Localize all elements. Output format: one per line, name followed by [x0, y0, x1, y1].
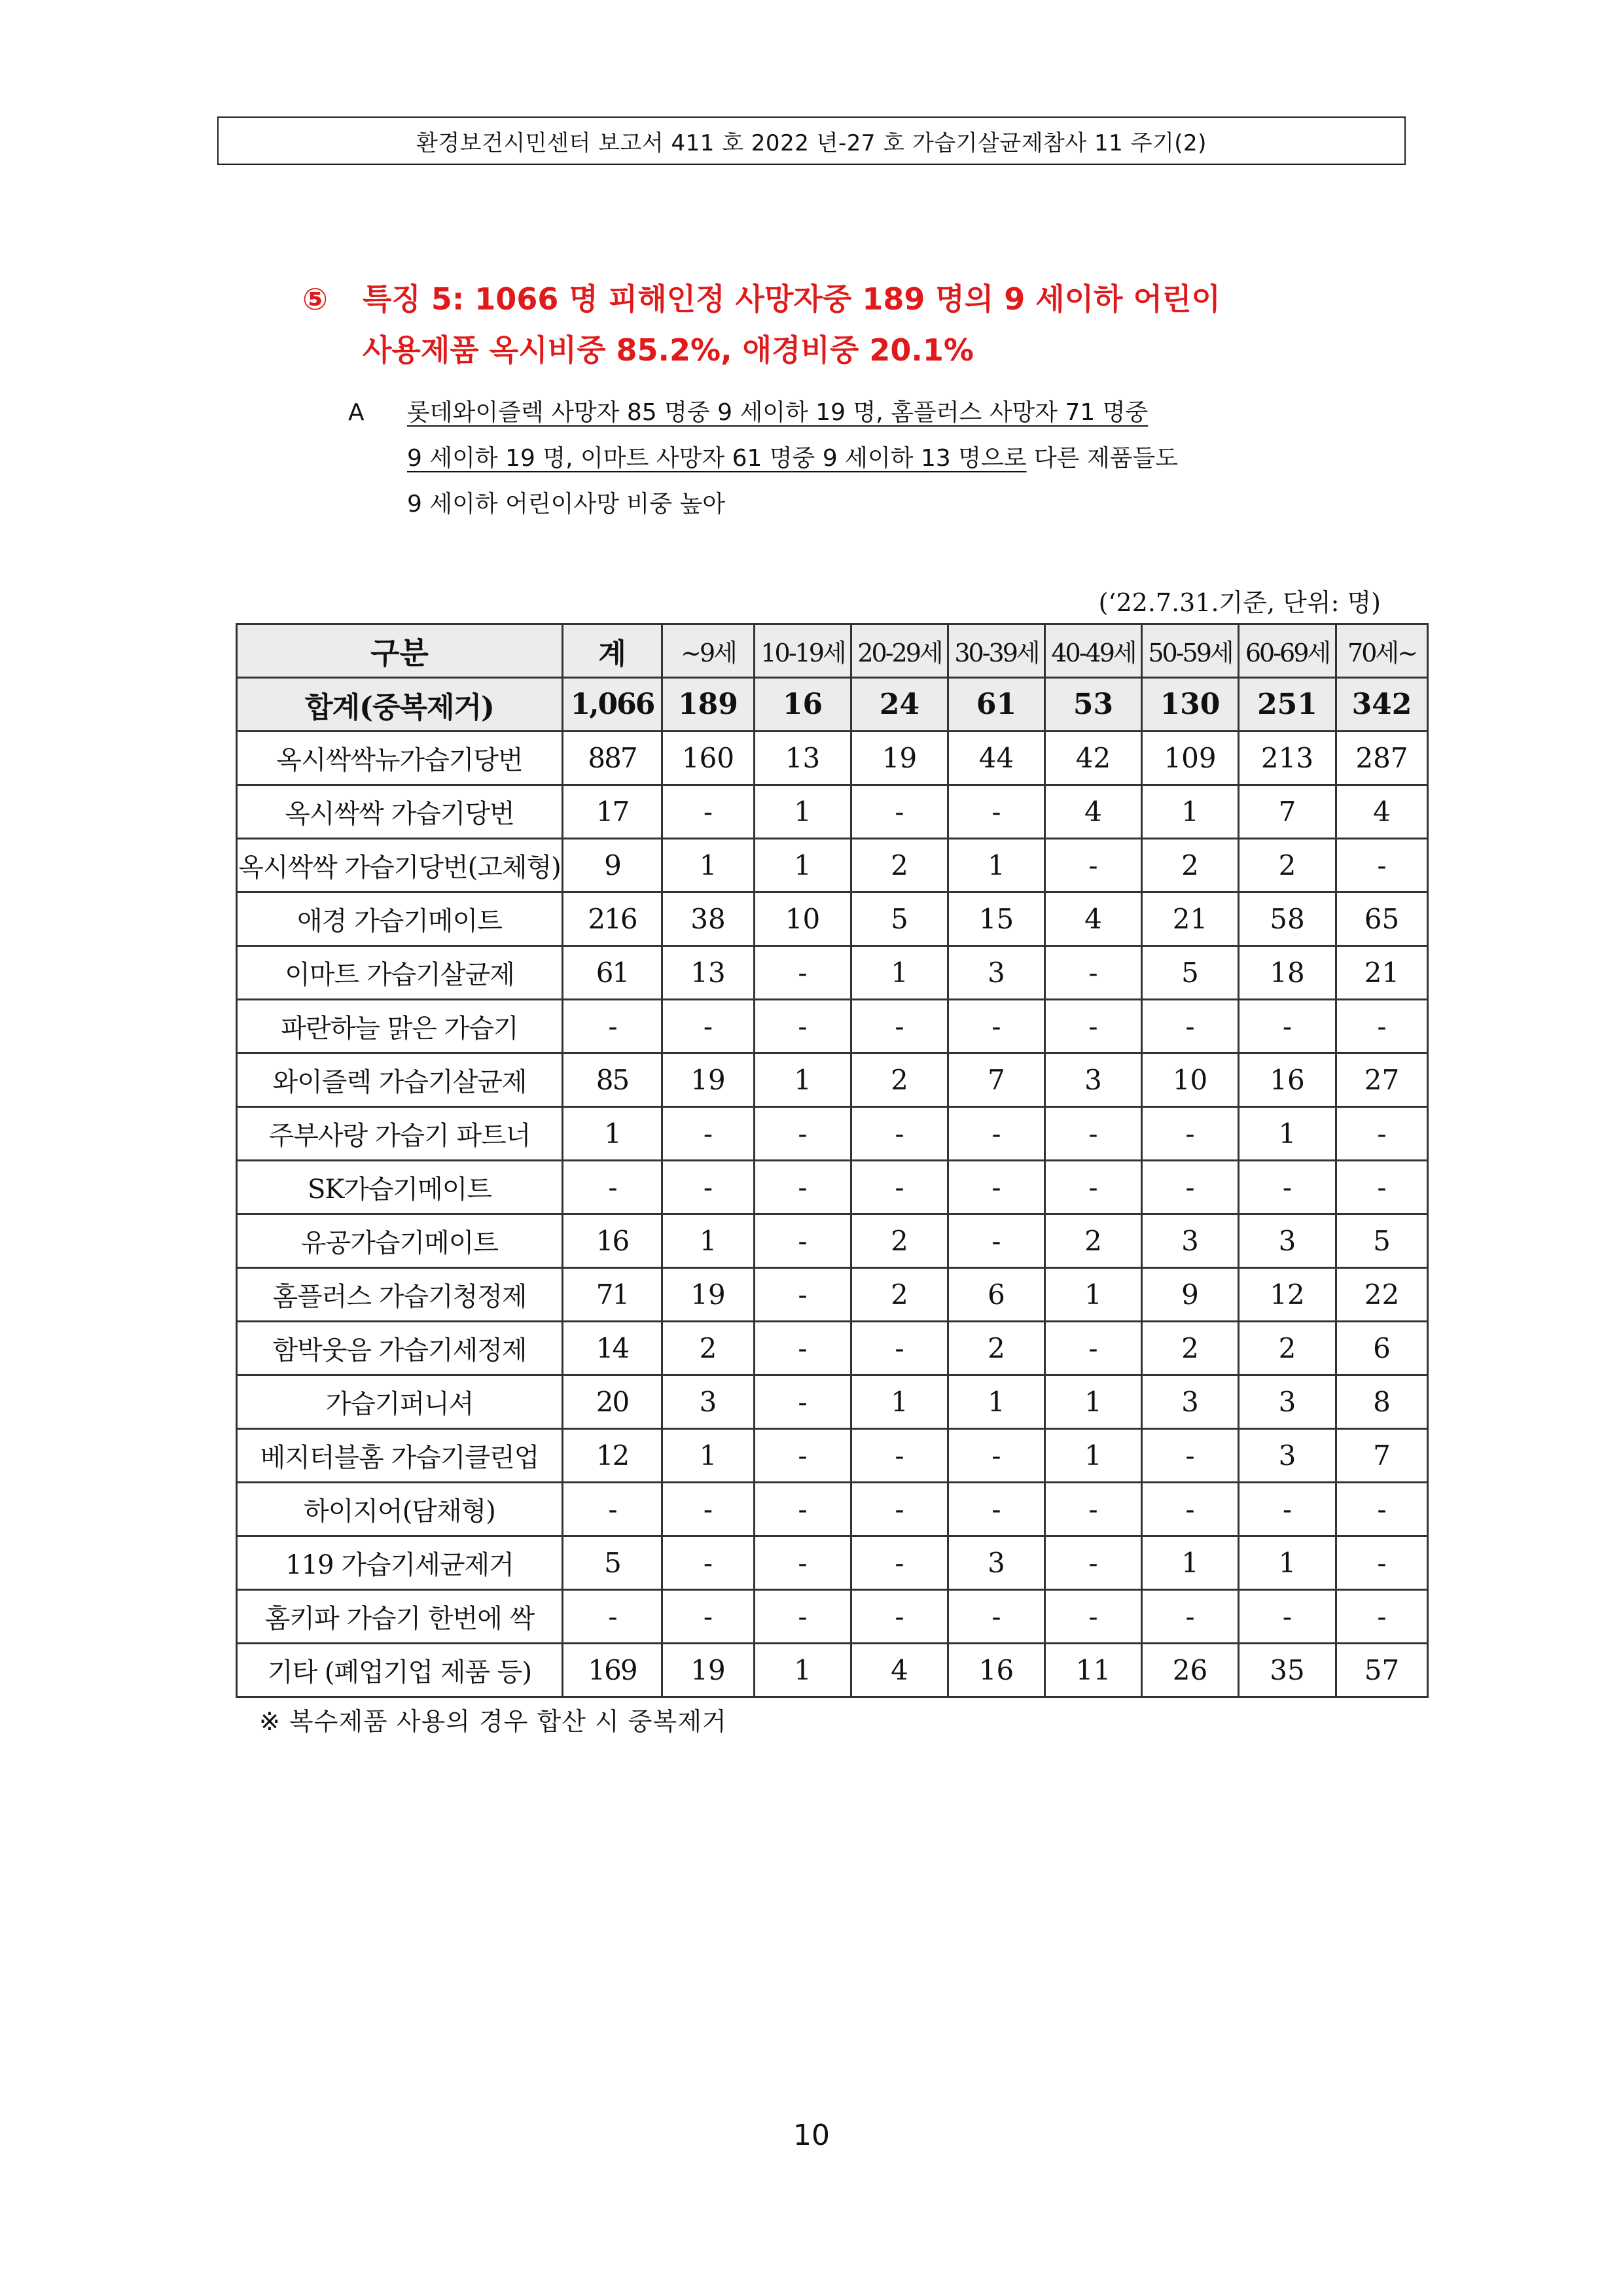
- count-cell: 71: [563, 1268, 662, 1322]
- count-cell: -: [1239, 1483, 1336, 1536]
- count-cell: -: [1142, 1429, 1239, 1483]
- paragraph-text: [407, 390, 1369, 527]
- count-cell: -: [755, 1107, 851, 1161]
- count-cell: -: [755, 1590, 851, 1644]
- count-cell: 8: [1336, 1375, 1428, 1429]
- count-cell: -: [1336, 1590, 1428, 1644]
- count-cell: 2: [1142, 1322, 1239, 1375]
- count-cell: -: [1142, 1590, 1239, 1644]
- table-footnote: ※ 복수제품 사용의 경우 합산 시 중복제거: [259, 1707, 727, 1736]
- count-cell: -: [662, 1536, 755, 1590]
- count-cell: 5: [851, 892, 948, 946]
- product-name-cell: 기타 (폐업기업 제품 등): [237, 1644, 563, 1697]
- count-cell: -: [1142, 1483, 1239, 1536]
- column-header: 30-39세: [948, 624, 1045, 678]
- paragraph-line-3: 9 세이하 어린이사망 비중 높아: [407, 491, 725, 518]
- product-name-cell: 합계(중복제거): [237, 678, 563, 732]
- count-cell: -: [1045, 946, 1142, 1000]
- count-cell: -: [1336, 1000, 1428, 1053]
- count-cell: -: [563, 1000, 662, 1053]
- count-cell: 20: [563, 1375, 662, 1429]
- count-cell: 3: [1045, 1053, 1142, 1107]
- count-cell: 130: [1142, 678, 1239, 732]
- report-header-title: 환경보건시민센터 보고서 411 호 2022 년-27 호 가습기살균제참사 11 주기(2): [416, 130, 1207, 156]
- count-cell: -: [755, 1483, 851, 1536]
- table-row: [237, 1107, 1428, 1161]
- product-name-cell: 이마트 가습기살균제: [237, 946, 563, 1000]
- count-cell: -: [948, 1107, 1045, 1161]
- count-cell: -: [1045, 1161, 1142, 1214]
- count-cell: -: [851, 785, 948, 839]
- count-cell: 21: [1142, 892, 1239, 946]
- product-name-cell: 홈키파 가습기 한번에 싹: [237, 1590, 563, 1644]
- count-cell: 16: [563, 1214, 662, 1268]
- count-cell: 887: [563, 732, 662, 785]
- count-cell: -: [755, 946, 851, 1000]
- paragraph-line2-rest: 다른 제품들도: [1026, 445, 1179, 472]
- table-row: [237, 1000, 1428, 1053]
- count-cell: 1: [948, 839, 1045, 892]
- product-name-cell: 함박웃음 가습기세정제: [237, 1322, 563, 1375]
- table-row: [237, 1322, 1428, 1375]
- count-cell: 61: [948, 678, 1045, 732]
- table-row: [237, 1429, 1428, 1483]
- count-cell: 1: [755, 1053, 851, 1107]
- count-cell: -: [851, 1322, 948, 1375]
- count-cell: 22: [1336, 1268, 1428, 1322]
- table-row: [237, 1536, 1428, 1590]
- count-cell: -: [851, 1000, 948, 1053]
- count-cell: 1,066: [563, 678, 662, 732]
- count-cell: 44: [948, 732, 1045, 785]
- count-cell: -: [1336, 1483, 1428, 1536]
- count-cell: 10: [755, 892, 851, 946]
- count-cell: 1: [1045, 1268, 1142, 1322]
- count-cell: 3: [1239, 1375, 1336, 1429]
- count-cell: 5: [1336, 1214, 1428, 1268]
- count-cell: 1: [755, 839, 851, 892]
- count-cell: 19: [662, 1268, 755, 1322]
- heading-line-2: 사용제품 옥시비중 85.2%, 애경비중 20.1%: [363, 332, 974, 368]
- section-heading: [302, 274, 1415, 376]
- column-header: 20-29세: [851, 624, 948, 678]
- count-cell: 19: [662, 1644, 755, 1697]
- page-number: 10: [793, 2119, 830, 2152]
- column-header: 10-19세: [755, 624, 851, 678]
- count-cell: 6: [948, 1268, 1045, 1322]
- table-row: [237, 785, 1428, 839]
- count-cell: -: [1045, 1590, 1142, 1644]
- count-cell: -: [1336, 839, 1428, 892]
- count-cell: -: [1142, 1107, 1239, 1161]
- count-cell: 2: [1142, 839, 1239, 892]
- count-cell: 1: [755, 1644, 851, 1697]
- count-cell: 14: [563, 1322, 662, 1375]
- count-cell: 12: [563, 1429, 662, 1483]
- count-cell: -: [755, 1214, 851, 1268]
- product-name-cell: 홈플러스 가습기청정제: [237, 1268, 563, 1322]
- count-cell: 189: [662, 678, 755, 732]
- count-cell: -: [662, 1000, 755, 1053]
- count-cell: 15: [948, 892, 1045, 946]
- count-cell: -: [662, 1161, 755, 1214]
- count-cell: 1: [755, 785, 851, 839]
- table-row: [237, 1214, 1428, 1268]
- count-cell: -: [851, 1483, 948, 1536]
- count-cell: -: [851, 1429, 948, 1483]
- count-cell: 26: [1142, 1644, 1239, 1697]
- count-cell: 3: [1142, 1375, 1239, 1429]
- count-cell: 160: [662, 732, 755, 785]
- heading-line-1: 특징 5: 1066 명 피해인정 사망자중 189 명의 9 세이하 어린이: [363, 281, 1221, 317]
- count-cell: -: [1045, 1000, 1142, 1053]
- count-cell: 213: [1239, 732, 1336, 785]
- count-cell: -: [948, 785, 1045, 839]
- count-cell: 3: [948, 946, 1045, 1000]
- column-header: 구분: [237, 624, 563, 678]
- count-cell: 5: [563, 1536, 662, 1590]
- count-cell: 1: [851, 1375, 948, 1429]
- count-cell: -: [755, 1536, 851, 1590]
- count-cell: 1: [1142, 1536, 1239, 1590]
- count-cell: 1: [662, 1214, 755, 1268]
- count-cell: 2: [851, 1053, 948, 1107]
- count-cell: 1: [1045, 1429, 1142, 1483]
- column-header: 70세~: [1336, 624, 1428, 678]
- count-cell: 7: [1239, 785, 1336, 839]
- product-name-cell: 베지터블홈 가습기클린업: [237, 1429, 563, 1483]
- table-row: [237, 1483, 1428, 1536]
- count-cell: 342: [1336, 678, 1428, 732]
- column-header: 50-59세: [1142, 624, 1239, 678]
- product-name-cell: 하이지어(담채형): [237, 1483, 563, 1536]
- count-cell: 57: [1336, 1644, 1428, 1697]
- count-cell: 9: [1142, 1268, 1239, 1322]
- table-row: [237, 1268, 1428, 1322]
- count-cell: -: [948, 1429, 1045, 1483]
- count-cell: 1: [1239, 1536, 1336, 1590]
- column-header: 계: [563, 624, 662, 678]
- table-basis-note: (‘22.7.31.기준, 단위: 명): [1098, 588, 1381, 617]
- count-cell: 24: [851, 678, 948, 732]
- count-cell: -: [755, 1375, 851, 1429]
- count-cell: -: [1336, 1161, 1428, 1214]
- count-cell: 6: [1336, 1322, 1428, 1375]
- count-cell: -: [948, 1214, 1045, 1268]
- table-row: [237, 1053, 1428, 1107]
- count-cell: 2: [948, 1322, 1045, 1375]
- count-cell: 1: [662, 1429, 755, 1483]
- count-cell: 12: [1239, 1268, 1336, 1322]
- count-cell: -: [1142, 1000, 1239, 1053]
- count-cell: 42: [1045, 732, 1142, 785]
- table-row: [237, 1375, 1428, 1429]
- count-cell: 11: [1045, 1644, 1142, 1697]
- count-cell: 2: [1239, 1322, 1336, 1375]
- table-row: [237, 1161, 1428, 1214]
- count-cell: -: [563, 1590, 662, 1644]
- table-total-row: [237, 678, 1428, 732]
- count-cell: 4: [1045, 892, 1142, 946]
- count-cell: 4: [1045, 785, 1142, 839]
- table-row: [237, 946, 1428, 1000]
- count-cell: -: [851, 1107, 948, 1161]
- heading-number: ⑤: [302, 281, 328, 317]
- count-cell: 18: [1239, 946, 1336, 1000]
- table-row: [237, 839, 1428, 892]
- count-cell: -: [1045, 1483, 1142, 1536]
- count-cell: 1: [851, 946, 948, 1000]
- count-cell: 61: [563, 946, 662, 1000]
- table-header-row: [237, 624, 1428, 678]
- count-cell: 7: [948, 1053, 1045, 1107]
- count-cell: -: [1239, 1161, 1336, 1214]
- count-cell: 3: [1142, 1214, 1239, 1268]
- product-name-cell: SK가습기메이트: [237, 1161, 563, 1214]
- product-name-cell: 가습기퍼니셔: [237, 1375, 563, 1429]
- column-header: 40-49세: [1045, 624, 1142, 678]
- count-cell: 1: [1239, 1107, 1336, 1161]
- count-cell: 216: [563, 892, 662, 946]
- count-cell: -: [1045, 1107, 1142, 1161]
- product-name-cell: 파란하늘 맑은 가습기: [237, 1000, 563, 1053]
- count-cell: -: [1045, 1322, 1142, 1375]
- count-cell: -: [948, 1483, 1045, 1536]
- count-cell: -: [1045, 1536, 1142, 1590]
- count-cell: 2: [851, 1214, 948, 1268]
- count-cell: 1: [948, 1375, 1045, 1429]
- product-name-cell: 옥시싹싹뉴가습기당번: [237, 732, 563, 785]
- count-cell: 58: [1239, 892, 1336, 946]
- count-cell: -: [662, 1590, 755, 1644]
- count-cell: 38: [662, 892, 755, 946]
- product-name-cell: 유공가습기메이트: [237, 1214, 563, 1268]
- product-name-cell: 옥시싹싹 가습기당번: [237, 785, 563, 839]
- count-cell: -: [755, 1161, 851, 1214]
- column-header: ~9세: [662, 624, 755, 678]
- table-row: [237, 732, 1428, 785]
- paragraph-underlined-2: 9 세이하 19 명, 이마트 사망자 61 명중 9 세이하 13 명으로: [407, 445, 1027, 472]
- count-cell: -: [1336, 1107, 1428, 1161]
- count-cell: 1: [1045, 1375, 1142, 1429]
- count-cell: -: [1142, 1161, 1239, 1214]
- count-cell: 4: [1336, 785, 1428, 839]
- count-cell: 1: [1142, 785, 1239, 839]
- count-cell: -: [563, 1483, 662, 1536]
- count-cell: -: [851, 1590, 948, 1644]
- count-cell: 109: [1142, 732, 1239, 785]
- count-cell: 169: [563, 1644, 662, 1697]
- column-header: 60-69세: [1239, 624, 1336, 678]
- count-cell: -: [1045, 839, 1142, 892]
- count-cell: 35: [1239, 1644, 1336, 1697]
- count-cell: 3: [1239, 1429, 1336, 1483]
- count-cell: 251: [1239, 678, 1336, 732]
- count-cell: -: [755, 1268, 851, 1322]
- count-cell: 2: [1045, 1214, 1142, 1268]
- count-cell: -: [948, 1161, 1045, 1214]
- body-paragraph: [348, 390, 1369, 527]
- count-cell: 2: [1239, 839, 1336, 892]
- report-header: [217, 116, 1406, 165]
- count-cell: 19: [662, 1053, 755, 1107]
- count-cell: 19: [851, 732, 948, 785]
- count-cell: -: [563, 1161, 662, 1214]
- product-name-cell: 애경 가습기메이트: [237, 892, 563, 946]
- count-cell: -: [1239, 1000, 1336, 1053]
- count-cell: 13: [662, 946, 755, 1000]
- count-cell: -: [662, 1483, 755, 1536]
- product-name-cell: 와이즐렉 가습기살균제: [237, 1053, 563, 1107]
- count-cell: 9: [563, 839, 662, 892]
- count-cell: -: [755, 1000, 851, 1053]
- paragraph-marker: A: [348, 399, 365, 426]
- product-name-cell: 옥시싹싹 가습기당번(고체형): [237, 839, 563, 892]
- count-cell: -: [662, 785, 755, 839]
- table-row: [237, 892, 1428, 946]
- count-cell: 1: [662, 839, 755, 892]
- count-cell: -: [851, 1536, 948, 1590]
- table-row: [237, 1590, 1428, 1644]
- count-cell: 85: [563, 1053, 662, 1107]
- product-name-cell: 주부사랑 가습기 파트너: [237, 1107, 563, 1161]
- count-cell: 4: [851, 1644, 948, 1697]
- count-cell: 3: [662, 1375, 755, 1429]
- paragraph-underlined-1: 롯데와이즐렉 사망자 85 명중 9 세이하 19 명, 홈플러스 사망자 71 명중: [407, 399, 1149, 426]
- count-cell: -: [1336, 1536, 1428, 1590]
- count-cell: -: [948, 1000, 1045, 1053]
- count-cell: 2: [851, 839, 948, 892]
- count-cell: 27: [1336, 1053, 1428, 1107]
- count-cell: 3: [1239, 1214, 1336, 1268]
- count-cell: 7: [1336, 1429, 1428, 1483]
- count-cell: 1: [563, 1107, 662, 1161]
- count-cell: -: [851, 1161, 948, 1214]
- count-cell: 21: [1336, 946, 1428, 1000]
- table-row: [237, 1644, 1428, 1697]
- deaths-by-product-table: [236, 623, 1429, 1698]
- count-cell: -: [662, 1107, 755, 1161]
- product-name-cell: 119 가습기세균제거: [237, 1536, 563, 1590]
- count-cell: 287: [1336, 732, 1428, 785]
- count-cell: 5: [1142, 946, 1239, 1000]
- count-cell: -: [1239, 1590, 1336, 1644]
- count-cell: 53: [1045, 678, 1142, 732]
- count-cell: 17: [563, 785, 662, 839]
- count-cell: 13: [755, 732, 851, 785]
- count-cell: 16: [1239, 1053, 1336, 1107]
- count-cell: -: [948, 1590, 1045, 1644]
- count-cell: 2: [662, 1322, 755, 1375]
- count-cell: 10: [1142, 1053, 1239, 1107]
- count-cell: -: [755, 1322, 851, 1375]
- count-cell: 3: [948, 1536, 1045, 1590]
- count-cell: 65: [1336, 892, 1428, 946]
- count-cell: -: [755, 1429, 851, 1483]
- count-cell: 16: [948, 1644, 1045, 1697]
- count-cell: 2: [851, 1268, 948, 1322]
- count-cell: 16: [755, 678, 851, 732]
